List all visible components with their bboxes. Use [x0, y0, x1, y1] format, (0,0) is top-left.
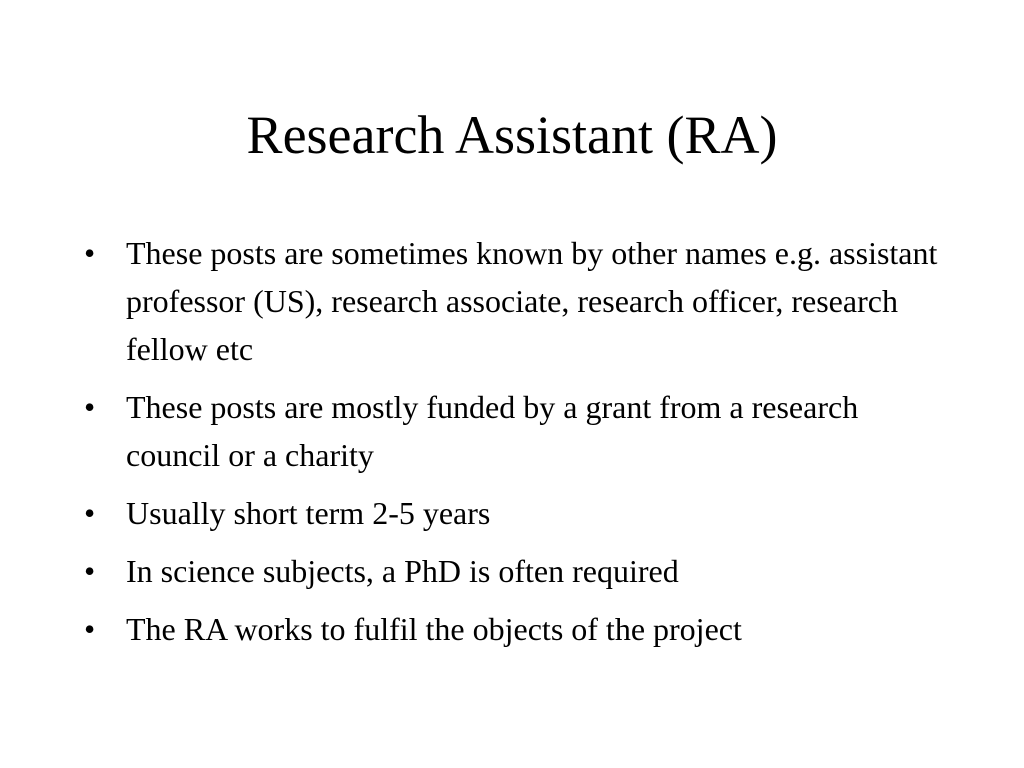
- bullet-marker: •: [84, 389, 96, 425]
- bullet-item: [84, 489, 944, 537]
- bullet-text: In science subjects, a PhD is often required: [126, 553, 679, 589]
- bullet-text: These posts are mostly funded by a grant from a research council or a charity: [126, 389, 859, 473]
- slide-title: Research Assistant (RA): [246, 105, 778, 165]
- bullet-text: Usually short term 2-5 years: [126, 495, 491, 531]
- bullet-marker: •: [84, 553, 96, 589]
- bullet-item: [84, 547, 944, 595]
- bullet-list: [84, 229, 944, 663]
- bullet-item: [84, 229, 944, 373]
- bullet-item: [84, 605, 944, 653]
- bullet-marker: •: [84, 235, 96, 271]
- bullet-marker: •: [84, 611, 96, 647]
- bullet-text: These posts are sometimes known by other names e.g. assistant professor (US), research associate, research officer, research fellow etc: [126, 235, 938, 367]
- bullet-marker: •: [84, 495, 96, 531]
- bullet-text: The RA works to fulfil the objects of the project: [126, 611, 742, 647]
- bullet-item: [84, 383, 944, 479]
